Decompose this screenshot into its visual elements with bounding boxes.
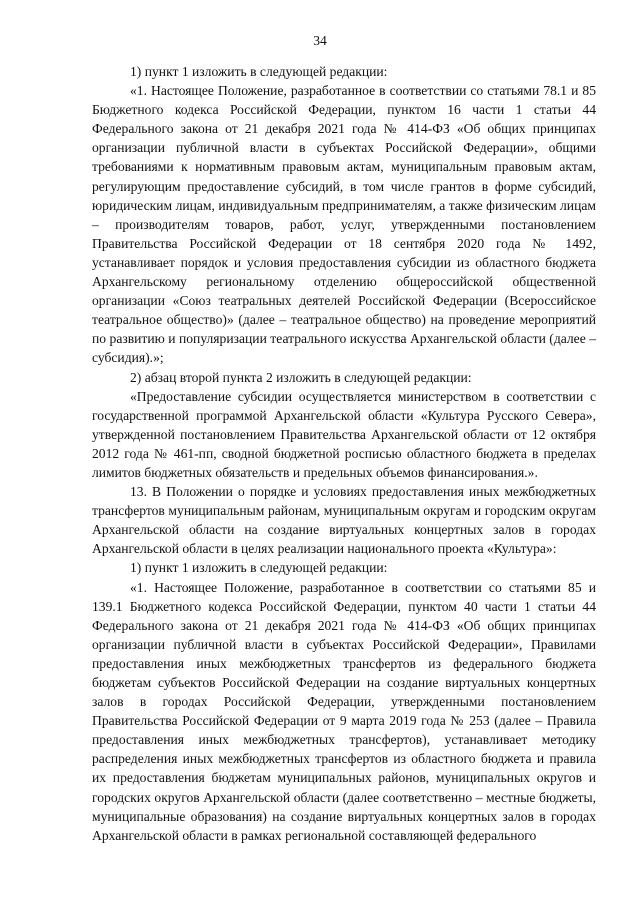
document-body [92,62,596,845]
paragraph-regulation-text-2: «Предоставление субсидии осуществляется министерством в соответствии с государственной программой Архангельской области «Культура Русского Севера», утвержденной постановлением Правительства Архангельской области от 12 октября 2012 года № 461-пп, сводной бюджетной росписью областного бюджета в пределах лимитов бюджетных обязательств и предельных объемов финансирования.». [92,388,596,480]
paragraph-section-13: 13. В Положении о порядке и условиях предоставления иных межбюджетных трансфертов муниципальным районам, муниципальным округам и городским округам Архангельской области на создание виртуальных концертных залов в городах Архангельской области в целях реализации национального проекта «Культура»: [92,484,596,557]
paragraph-item-1-heading: 1) пункт 1 изложить в следующей редакции: [130,64,388,79]
paragraph-regulation-text-1: «1. Настоящее Положение, разработанное в соответствии со статьями 78.1 и 85 Бюджетного кодекса Российской Федерации, пунктом 16 части 1 статьи 44 Федерального закона от 21 декабря 2021 года № 414-ФЗ «Об общих принципах организации публичной власти в субъектах Российской Федерации», общими требованиями к нормативным правовым актам, муниципальным правовым актам, регулирующим предоставление субсидий, в том числе грантов в форме субсидий, юридическим лицам, индивидуальным предпринимателям, а также физическим лицам – производителям товаров, работ, услуг, утвержденными постановлением Правительства Российской Федерации от 18 сентября 2020 года № 1492, устанавливает порядок и условия предоставления субсидии из областного бюджета Архангельскому региональному отделению общероссийской общественной организации «Союз театральных деятелей Российской Федерации (Всероссийское театральное общество)» (далее – театральное общество) на проведение мероприятий по развитию и популяризации театрального искусства Архангельской области (далее – субсидия).»; [92,83,596,366]
paragraph-item-1-heading-2: 1) пункт 1 изложить в следующей редакции: [130,560,388,576]
page-number: 34 [313,33,327,48]
paragraph-regulation-text-3: «1. Настоящее Положение, разработанное в соответствии со статьями 85 и 139.1 Бюджетного кодекса Российской Федерации, пунктом 40 части 1 статьи 44 Федерального закона от 21 декабря 2021 года № 414-ФЗ «Об общих принципах организации публичной власти в субъектах Российской Федерации», Правилами предоставления иных межбюджетных трансфертов из федерального бюджета бюджетам субъектов Российской Федерации на создание виртуальных концертных залов в городах Российской Федерации, утвержденными постановлением Правительства Российской Федерации от 9 марта 2019 года № 253 (далее – Правила предоставления иных межбюджетных трансфертов), устанавливает методику распределения иных межбюджетных трансфертов из областного бюджета и правила их предоставления бюджетам муниципальных районов, муниципальных округов и городских округов Архангельской области (далее соответственно – местные бюджеты, муниципальные образования) на создание виртуальных концертных залов в городах Архангельской области в рамках региональной составляющей федерального [92,579,596,843]
paragraph-item-2-heading: 2) абзац второй пункта 2 изложить в следующей редакции: [130,369,472,385]
